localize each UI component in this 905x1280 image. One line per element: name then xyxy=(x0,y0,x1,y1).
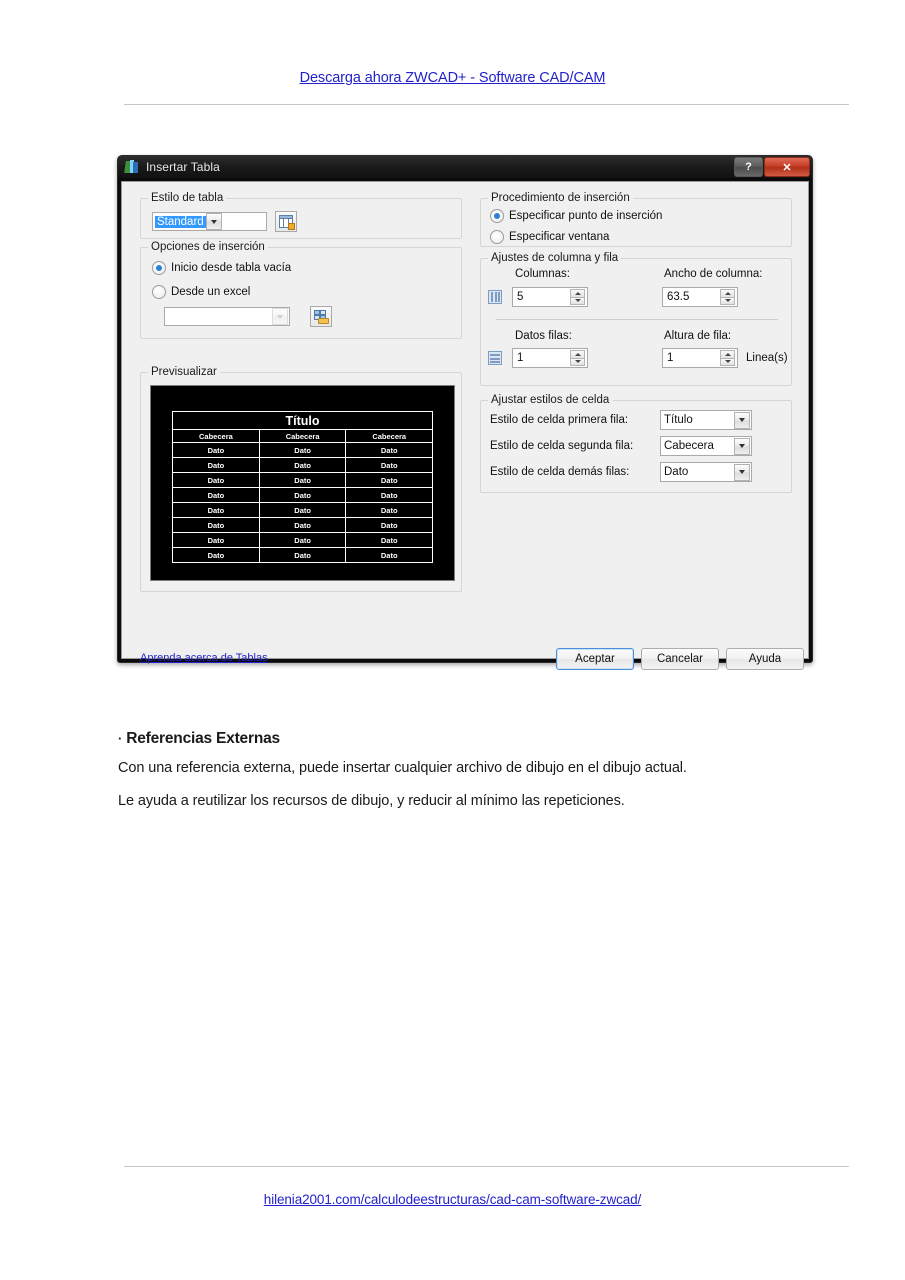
radio-specify-window[interactable] xyxy=(490,230,609,244)
data-rows-spinner[interactable] xyxy=(512,348,588,368)
footer-divider xyxy=(124,1166,849,1167)
paragraph-2: Le ayuda a reutilizar los recursos de dibujo, y reducir al mínimo las repeticiones. xyxy=(118,793,625,809)
manage-table-style-button[interactable] xyxy=(275,211,297,232)
stepper-up[interactable] xyxy=(720,289,735,298)
preview-data-cell: Dato xyxy=(346,458,433,473)
first-row-style-label: Estilo de celda primera fila: xyxy=(490,414,629,426)
preview-data-row xyxy=(173,518,433,533)
preview-data-row xyxy=(173,458,433,473)
columns-spinner[interactable] xyxy=(512,287,588,307)
column-width-value: 63.5 xyxy=(667,291,690,303)
preview-data-cell: Dato xyxy=(346,503,433,518)
chevron-down-icon[interactable] xyxy=(734,412,750,429)
paragraph-1: Con una referencia externa, puede insertar cualquier archivo de dibujo en el dibujo actual. xyxy=(118,760,687,776)
data-rows-label: Datos filas: xyxy=(515,330,572,342)
preview-data-cell: Dato xyxy=(346,548,433,563)
preview-data-cell: Dato xyxy=(259,443,346,458)
cancel-button[interactable]: Cancelar xyxy=(641,648,719,670)
preview-header-cell: Cabecera xyxy=(346,430,433,443)
column-width-label: Ancho de columna: xyxy=(664,268,763,280)
dialog-content xyxy=(121,181,809,665)
section-heading-text: Referencias Externas xyxy=(126,730,280,747)
preview-header-row xyxy=(173,430,433,443)
first-row-style-value: Título xyxy=(664,414,693,426)
preview-data-cell: Dato xyxy=(346,488,433,503)
preview-data-row xyxy=(173,443,433,458)
preview-header-cell: Cabecera xyxy=(259,430,346,443)
row-height-unit-label: Linea(s) xyxy=(746,352,788,364)
columns-icon xyxy=(488,290,502,304)
other-rows-style-label: Estilo de celda demás filas: xyxy=(490,466,630,478)
preview-data-cell: Dato xyxy=(346,533,433,548)
preview-data-cell: Dato xyxy=(173,533,260,548)
preview-data-cell: Dato xyxy=(259,548,346,563)
table-style-value: Standard xyxy=(157,215,204,228)
column-width-stepper[interactable] xyxy=(720,289,735,305)
radio-indicator xyxy=(152,261,166,275)
preview-data-cell: Dato xyxy=(173,473,260,488)
second-row-style-value: Cabecera xyxy=(664,440,714,452)
row-height-spinner[interactable] xyxy=(662,348,738,368)
insert-options-legend: Opciones de inserción xyxy=(148,241,268,253)
stepper-down[interactable] xyxy=(720,359,735,367)
radio-indicator xyxy=(490,230,504,244)
second-row-style-label: Estilo de celda segunda fila: xyxy=(490,440,634,452)
radio-specify-insertion-point[interactable] xyxy=(490,209,662,223)
columns-stepper[interactable] xyxy=(570,289,585,305)
preview-data-cell: Dato xyxy=(346,518,433,533)
preview-legend: Previsualizar xyxy=(148,366,220,378)
close-icon[interactable]: ✕ xyxy=(764,157,810,177)
radio-start-empty-table[interactable] xyxy=(152,261,291,275)
column-width-spinner[interactable] xyxy=(662,287,738,307)
radio-from-excel[interactable] xyxy=(152,285,250,299)
chevron-down-icon[interactable] xyxy=(206,213,222,230)
rows-icon xyxy=(488,351,502,365)
stepper-down[interactable] xyxy=(570,359,585,367)
preview-data-row xyxy=(173,533,433,548)
row-height-stepper[interactable] xyxy=(720,350,735,366)
preview-data-cell: Dato xyxy=(259,518,346,533)
preview-data-cell: Dato xyxy=(173,458,260,473)
help-footer-button[interactable]: Ayuda xyxy=(726,648,804,670)
stepper-down[interactable] xyxy=(720,298,735,306)
help-button[interactable]: ? xyxy=(734,157,763,177)
column-row-settings-legend: Ajustes de columna y fila xyxy=(488,252,621,264)
other-rows-style-value: Dato xyxy=(664,466,689,478)
row-height-label: Altura de fila: xyxy=(664,330,732,342)
cell-styles-legend: Ajustar estilos de celda xyxy=(488,394,612,406)
radio-from-excel-label: Desde un excel xyxy=(171,286,251,298)
preview-data-cell: Dato xyxy=(259,503,346,518)
footer-url-link[interactable]: hilenia2001.com/calculodeestructuras/cad-cam-software-zwcad/ xyxy=(263,1192,642,1207)
preview-data-cell: Dato xyxy=(259,458,346,473)
preview-data-cell: Dato xyxy=(173,443,260,458)
accept-button[interactable]: Aceptar xyxy=(556,648,634,670)
dialog-title: Insertar Tabla xyxy=(146,160,220,174)
preview-data-cell: Dato xyxy=(259,473,346,488)
radio-specify-window-label: Especificar ventana xyxy=(509,231,610,243)
radio-indicator xyxy=(490,209,504,223)
zwcad-table-icon xyxy=(124,159,140,175)
data-rows-value: 1 xyxy=(517,352,524,364)
table-style-icon xyxy=(279,215,293,228)
preview-table xyxy=(172,411,433,563)
preview-data-cell: Dato xyxy=(173,488,260,503)
preview-table-body xyxy=(173,412,433,563)
settings-divider xyxy=(496,319,778,320)
preview-data-cell: Dato xyxy=(346,443,433,458)
preview-data-cell: Dato xyxy=(346,473,433,488)
learn-about-tables-link[interactable]: Aprenda acerca de Tablas xyxy=(140,652,268,664)
columns-label: Columnas: xyxy=(515,268,570,280)
excel-browse-button[interactable] xyxy=(310,306,332,327)
insert-table-dialog xyxy=(117,155,813,663)
preview-data-row xyxy=(173,488,433,503)
preview-data-row xyxy=(173,548,433,563)
insert-procedure-legend: Procedimiento de inserción xyxy=(488,192,633,204)
preview-data-row xyxy=(173,503,433,518)
columns-value: 5 xyxy=(517,291,524,303)
chevron-down-icon[interactable] xyxy=(734,438,750,455)
row-height-value: 1 xyxy=(667,352,674,364)
window-controls xyxy=(733,157,810,177)
radio-specify-insertion-point-label: Especificar punto de inserción xyxy=(509,210,663,222)
stepper-up[interactable] xyxy=(720,350,735,359)
radio-indicator xyxy=(152,285,166,299)
preview-title-cell: Título xyxy=(173,412,433,430)
preview-data-row xyxy=(173,473,433,488)
data-rows-stepper[interactable] xyxy=(570,350,585,366)
article-section xyxy=(118,730,878,822)
other-rows-style-combo[interactable] xyxy=(660,462,752,482)
preview-canvas xyxy=(150,385,455,581)
excel-path-combo[interactable] xyxy=(164,307,290,326)
second-row-style-combo[interactable] xyxy=(660,436,752,456)
stepper-up[interactable] xyxy=(570,289,585,298)
preview-data-cell: Dato xyxy=(173,548,260,563)
excel-browse-icon xyxy=(314,310,329,324)
preview-data-cell: Dato xyxy=(173,518,260,533)
table-style-legend: Estilo de tabla xyxy=(148,192,226,204)
chevron-down-icon[interactable] xyxy=(734,464,750,481)
section-heading xyxy=(118,730,878,748)
header-download-link[interactable]: Descarga ahora ZWCAD+ - Software CAD/CAM xyxy=(299,70,606,86)
preview-title-row xyxy=(173,412,433,430)
table-style-combo[interactable] xyxy=(152,212,267,231)
preview-data-cell: Dato xyxy=(259,488,346,503)
stepper-down[interactable] xyxy=(570,298,585,306)
first-row-style-combo[interactable] xyxy=(660,410,752,430)
header-divider xyxy=(124,104,849,105)
radio-start-empty-table-label: Inicio desde tabla vacía xyxy=(171,262,292,274)
bullet-icon: · xyxy=(118,731,123,746)
dialog-titlebar[interactable] xyxy=(118,156,812,178)
stepper-up[interactable] xyxy=(570,350,585,359)
preview-header-cell: Cabecera xyxy=(173,430,260,443)
chevron-down-icon[interactable] xyxy=(272,308,288,325)
preview-data-cell: Dato xyxy=(173,503,260,518)
preview-data-cell: Dato xyxy=(259,533,346,548)
